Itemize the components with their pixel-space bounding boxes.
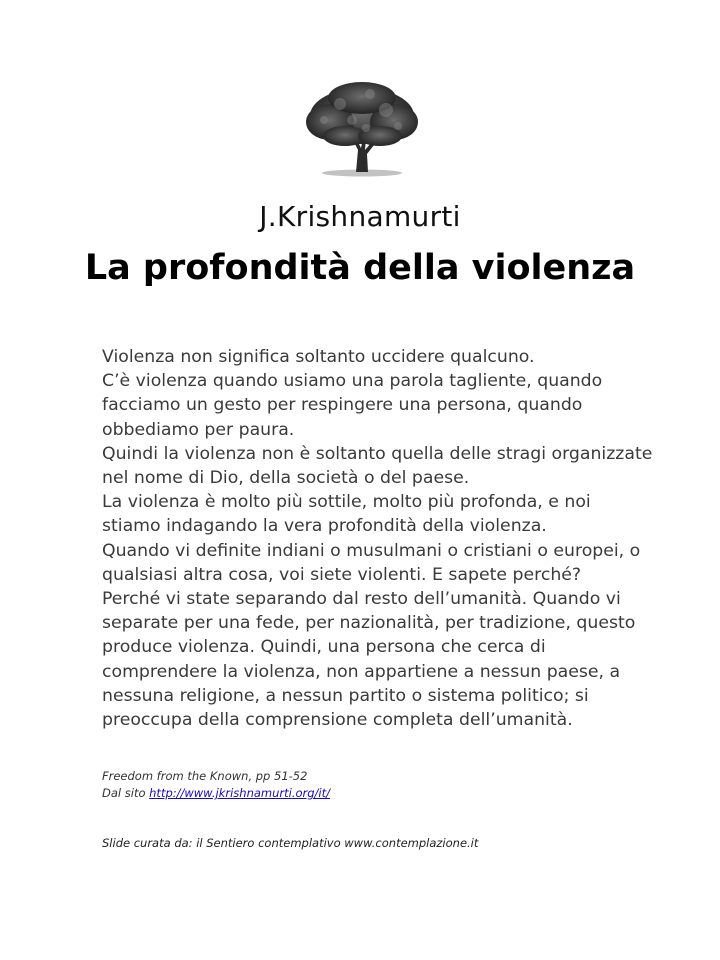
quote-line: separate per una fede, per nazionalità, per tradizione, questo bbox=[102, 613, 636, 634]
quote-line: nel nome di Dio, della società o del paese. bbox=[102, 468, 470, 489]
slide-credit: Slide curata da: il Sentiero contemplativo www.contemplazione.it bbox=[102, 836, 479, 850]
quote-line: Quindi la violenza non è soltanto quella delle stragi organizzate bbox=[102, 443, 653, 464]
site-prefix: Dal sito bbox=[102, 786, 150, 800]
quote-line: nessuna religione, a nessun partito o sistema politico; si bbox=[102, 685, 589, 706]
quote-line: Violenza non significa soltanto uccidere qualcuno. bbox=[102, 347, 535, 367]
tree-illustration bbox=[300, 80, 424, 178]
quote-line: produce violenza. Quindi, una persona che cerca di bbox=[102, 637, 546, 658]
quote-line: stiamo indagando la vera profondità della violenza. bbox=[102, 516, 547, 537]
quote-line: obbediamo per paura. bbox=[102, 419, 295, 440]
quote-line: qualsiasi altra cosa, voi siete violenti. E sapete perché? bbox=[102, 564, 582, 585]
quote-line: La violenza è molto più sottile, molto più profonda, e noi bbox=[102, 492, 591, 513]
quote-line: facciamo un gesto per respingere una persona, quando bbox=[102, 395, 583, 416]
book-reference: Freedom from the Known, pp 51-52 bbox=[102, 769, 308, 783]
site-link[interactable]: http://www.jkrishnamurti.org/it/ bbox=[149, 786, 330, 800]
quote-line: C’è violenza quando usiamo una parola tagliente, quando bbox=[102, 371, 603, 392]
quote-line: comprendere la violenza, non appartiene a nessun paese, a bbox=[102, 661, 621, 682]
quote-line: Quando vi definite indiani o musulmani o cristiani o europei, o bbox=[102, 540, 641, 561]
quote-text bbox=[102, 345, 672, 732]
author-name: J.Krishnamurti bbox=[259, 200, 461, 233]
site-reference bbox=[102, 785, 662, 802]
quote-line: Perché vi state separando dal resto dell’umanità. Quando vi bbox=[102, 589, 621, 610]
source-citation bbox=[102, 768, 662, 802]
quote-line: preoccupa della comprensione completa dell’umanità. bbox=[102, 710, 573, 731]
page-title: La profondità della violenza bbox=[84, 248, 636, 288]
